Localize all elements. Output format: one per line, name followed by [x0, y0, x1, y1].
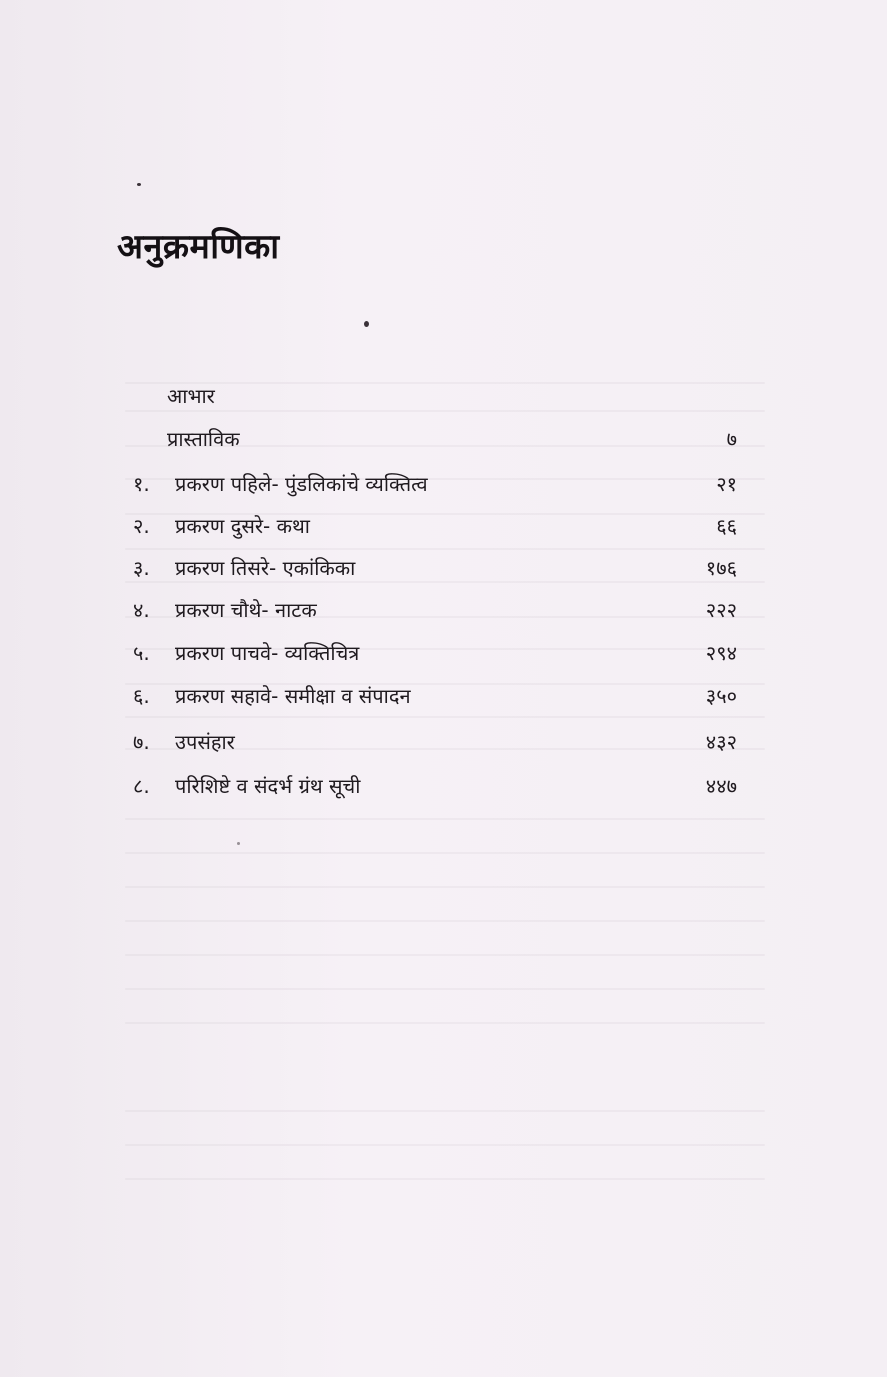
toc-entry-page: ४३२	[705, 730, 737, 754]
toc-entry-page: ३५०	[705, 684, 737, 708]
page-title: अनुक्रमणिका	[117, 227, 280, 267]
toc-entry-page: १७६	[705, 556, 737, 580]
toc-entry[interactable]	[125, 768, 745, 804]
ink-speck	[364, 321, 369, 327]
toc-entry-number: ३.	[133, 556, 150, 580]
toc-entry[interactable]	[125, 635, 745, 671]
toc-entry-number: १.	[133, 472, 150, 496]
toc-entry-page: २२२	[705, 598, 737, 622]
toc-entry-number: ५.	[133, 641, 150, 665]
toc-entry-label: उपसंहार	[175, 730, 235, 754]
toc-entry-label: प्रकरण सहावे- समीक्षा व संपादन	[175, 684, 411, 708]
toc-entry[interactable]	[125, 592, 745, 628]
toc-entry-number: ७.	[133, 730, 150, 754]
toc-entry[interactable]	[125, 550, 745, 586]
toc-entry[interactable]	[125, 378, 745, 414]
toc-entry-page: ७	[726, 427, 737, 451]
toc-entry-label: प्रकरण पाचवे- व्यक्तिचित्र	[175, 641, 360, 665]
ink-speck	[137, 183, 141, 186]
toc-entry-label: प्रकरण दुसरे- कथा	[175, 514, 310, 538]
toc-entry-label: प्रकरण तिसरे- एकांकिका	[175, 556, 356, 580]
toc-entry-page: २९४	[705, 641, 737, 665]
toc-entry-page: ४४७	[705, 774, 737, 798]
toc-entry[interactable]	[125, 678, 745, 714]
toc-entry-number: ६.	[133, 684, 150, 708]
toc-entry[interactable]	[125, 508, 745, 544]
toc-entry[interactable]	[125, 724, 745, 760]
toc-entry-label: प्रकरण चौथे- नाटक	[175, 598, 317, 622]
toc-entry[interactable]	[125, 466, 745, 502]
toc-entry-page: २१	[716, 472, 737, 496]
toc-entry-page: ६६	[716, 514, 737, 538]
toc-entry[interactable]	[125, 421, 745, 457]
toc-entry-label: प्रकरण पहिले- पुंडलिकांचे व्यक्तित्व	[175, 472, 428, 496]
toc-entry-number: २.	[133, 514, 150, 538]
toc-entry-label: परिशिष्टे व संदर्भ ग्रंथ सूची	[175, 774, 361, 798]
toc-entry-label: प्रास्ताविक	[167, 427, 240, 451]
toc-entry-number: ४.	[133, 598, 150, 622]
ink-speck	[237, 842, 240, 845]
toc-entry-number: ८.	[133, 774, 150, 798]
toc-entry-label: आभार	[167, 384, 215, 408]
